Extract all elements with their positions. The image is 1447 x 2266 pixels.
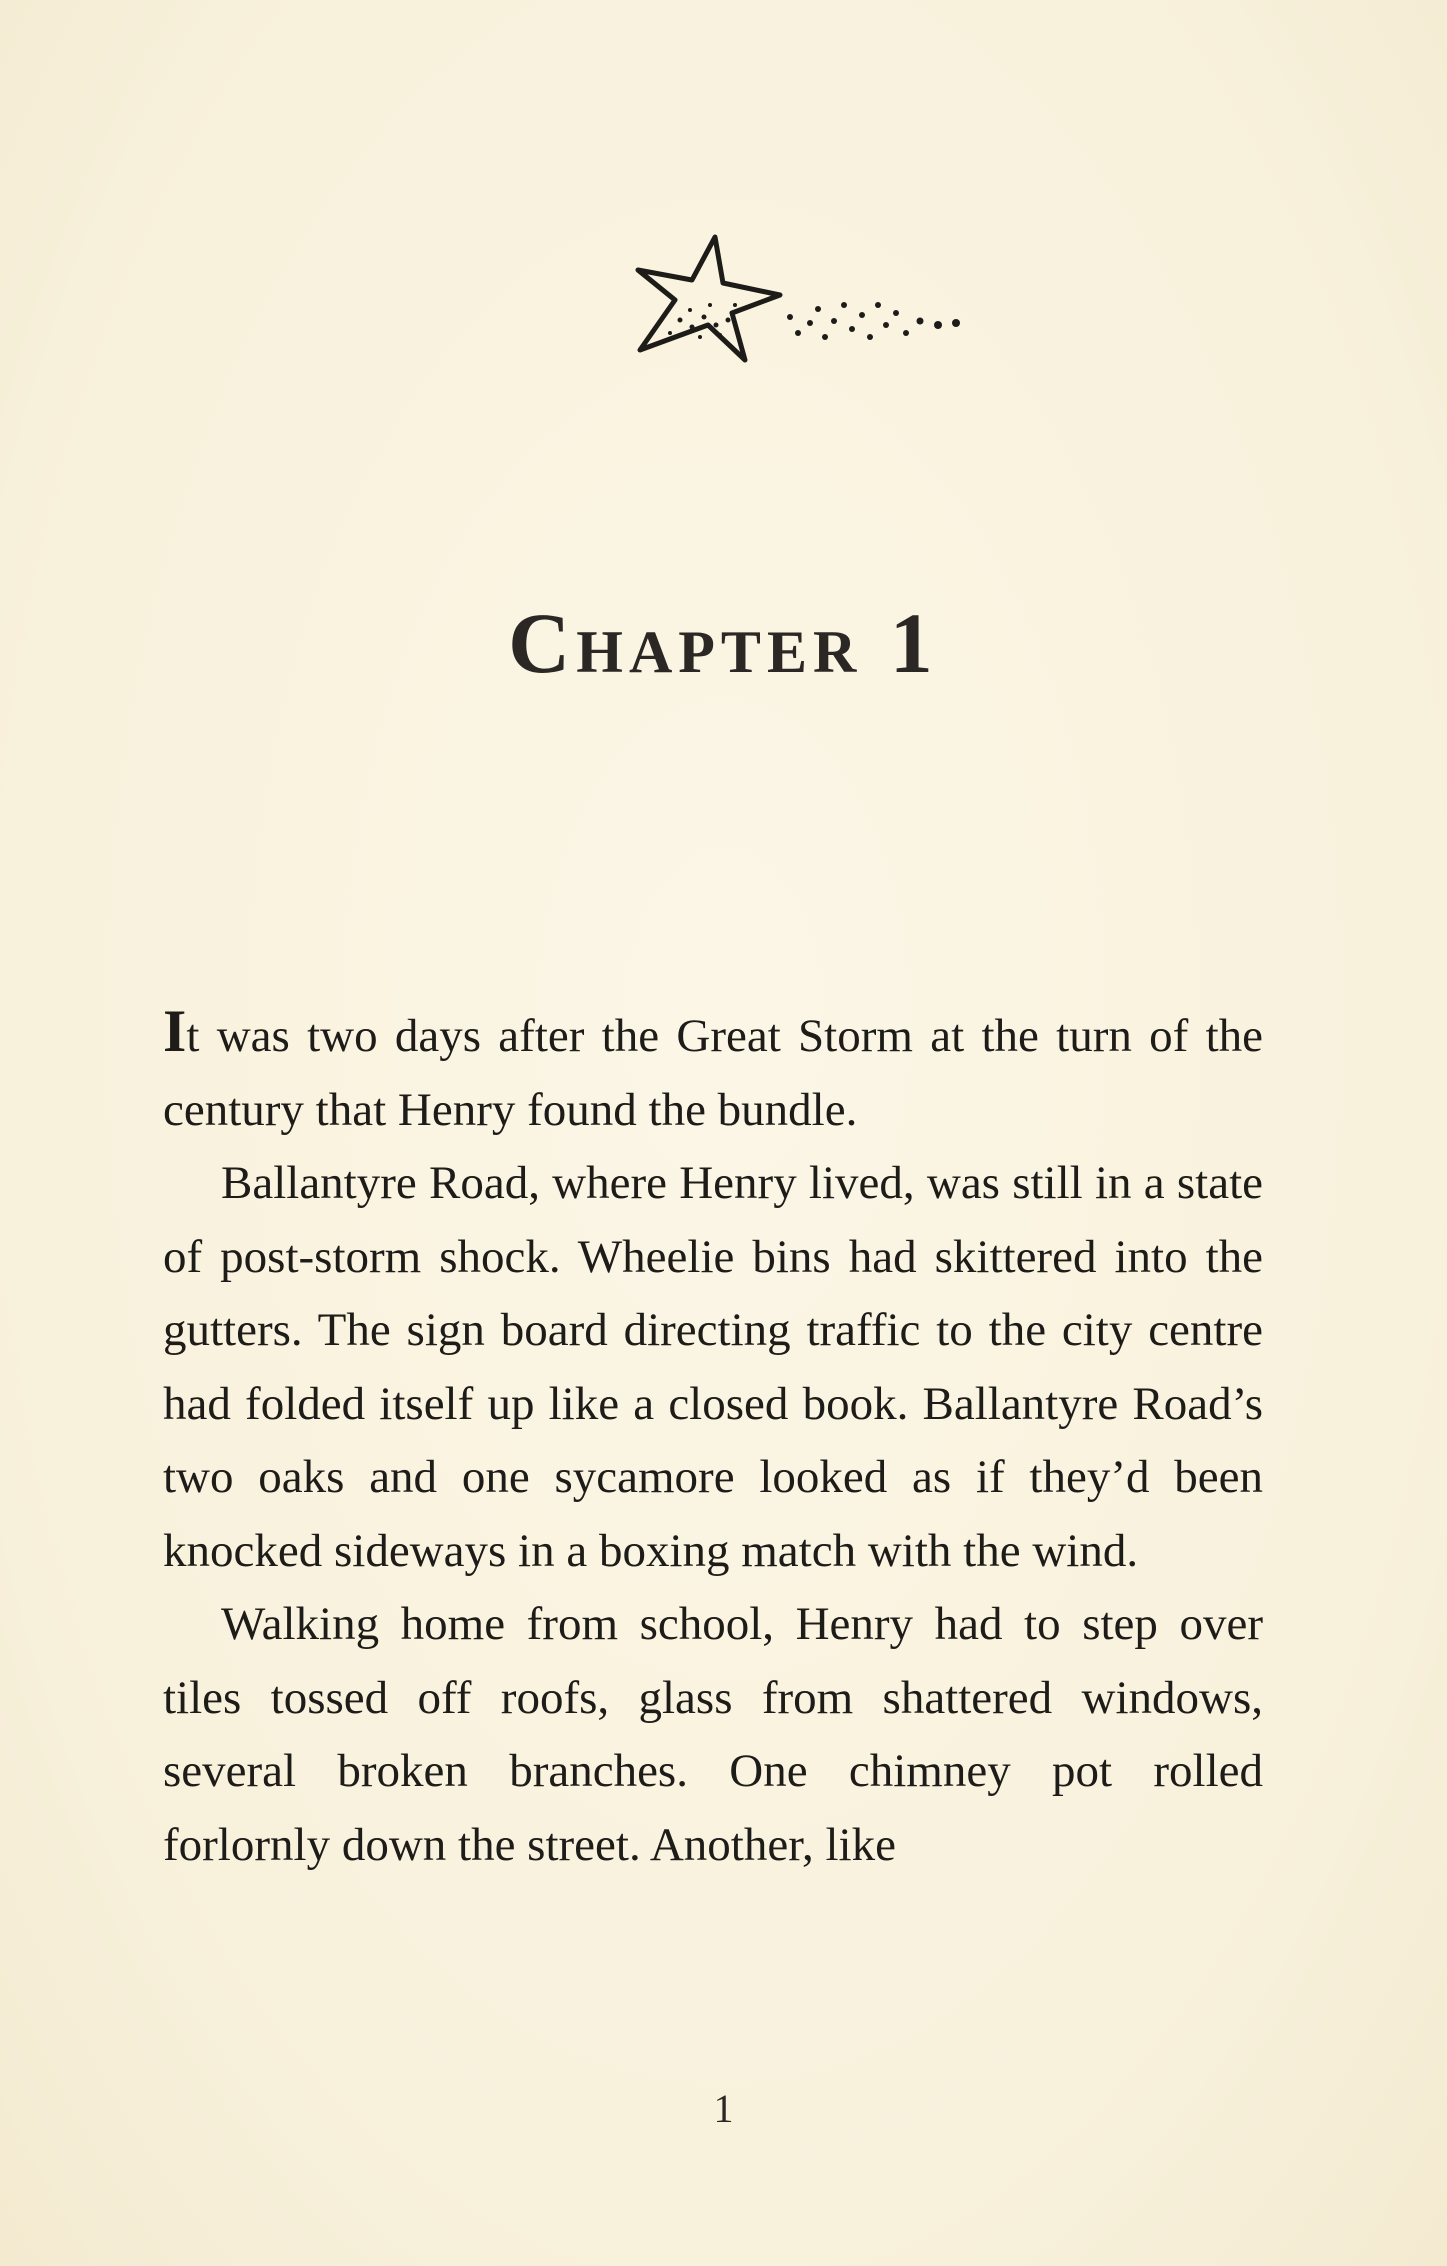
paragraph-1-text: t was two days after the Great Storm at the turn of the century that Henry found the bundle. — [163, 1010, 1263, 1136]
paragraph-1 — [163, 1000, 1263, 1147]
paragraph-2: Ballantyre Road, where Henry lived, was still in a state of post-storm shock. Wheelie bins had skittered into the gutters. The sign board directing traffic to the city centre had folded itself up like a closed book. Ballantyre Road’s two oaks and one sycamore looked as if they’d been knocked sideways in a boxing match with the wind. — [163, 1157, 1263, 1577]
chapter-title — [0, 595, 1447, 691]
shooting-star-icon — [620, 225, 980, 375]
chapter-title-text: Chapter 1 — [508, 595, 939, 691]
chapter-body — [163, 1000, 1263, 1882]
paragraph-3: Walking home from school, Henry had to step over tiles tossed off roofs, glass from shattered windows, several broken branches. One chimney pot rolled forlornly down the street. Another, like — [163, 1598, 1263, 1871]
page-number: 1 — [713, 2086, 734, 2131]
drop-cap: I — [163, 998, 187, 1064]
